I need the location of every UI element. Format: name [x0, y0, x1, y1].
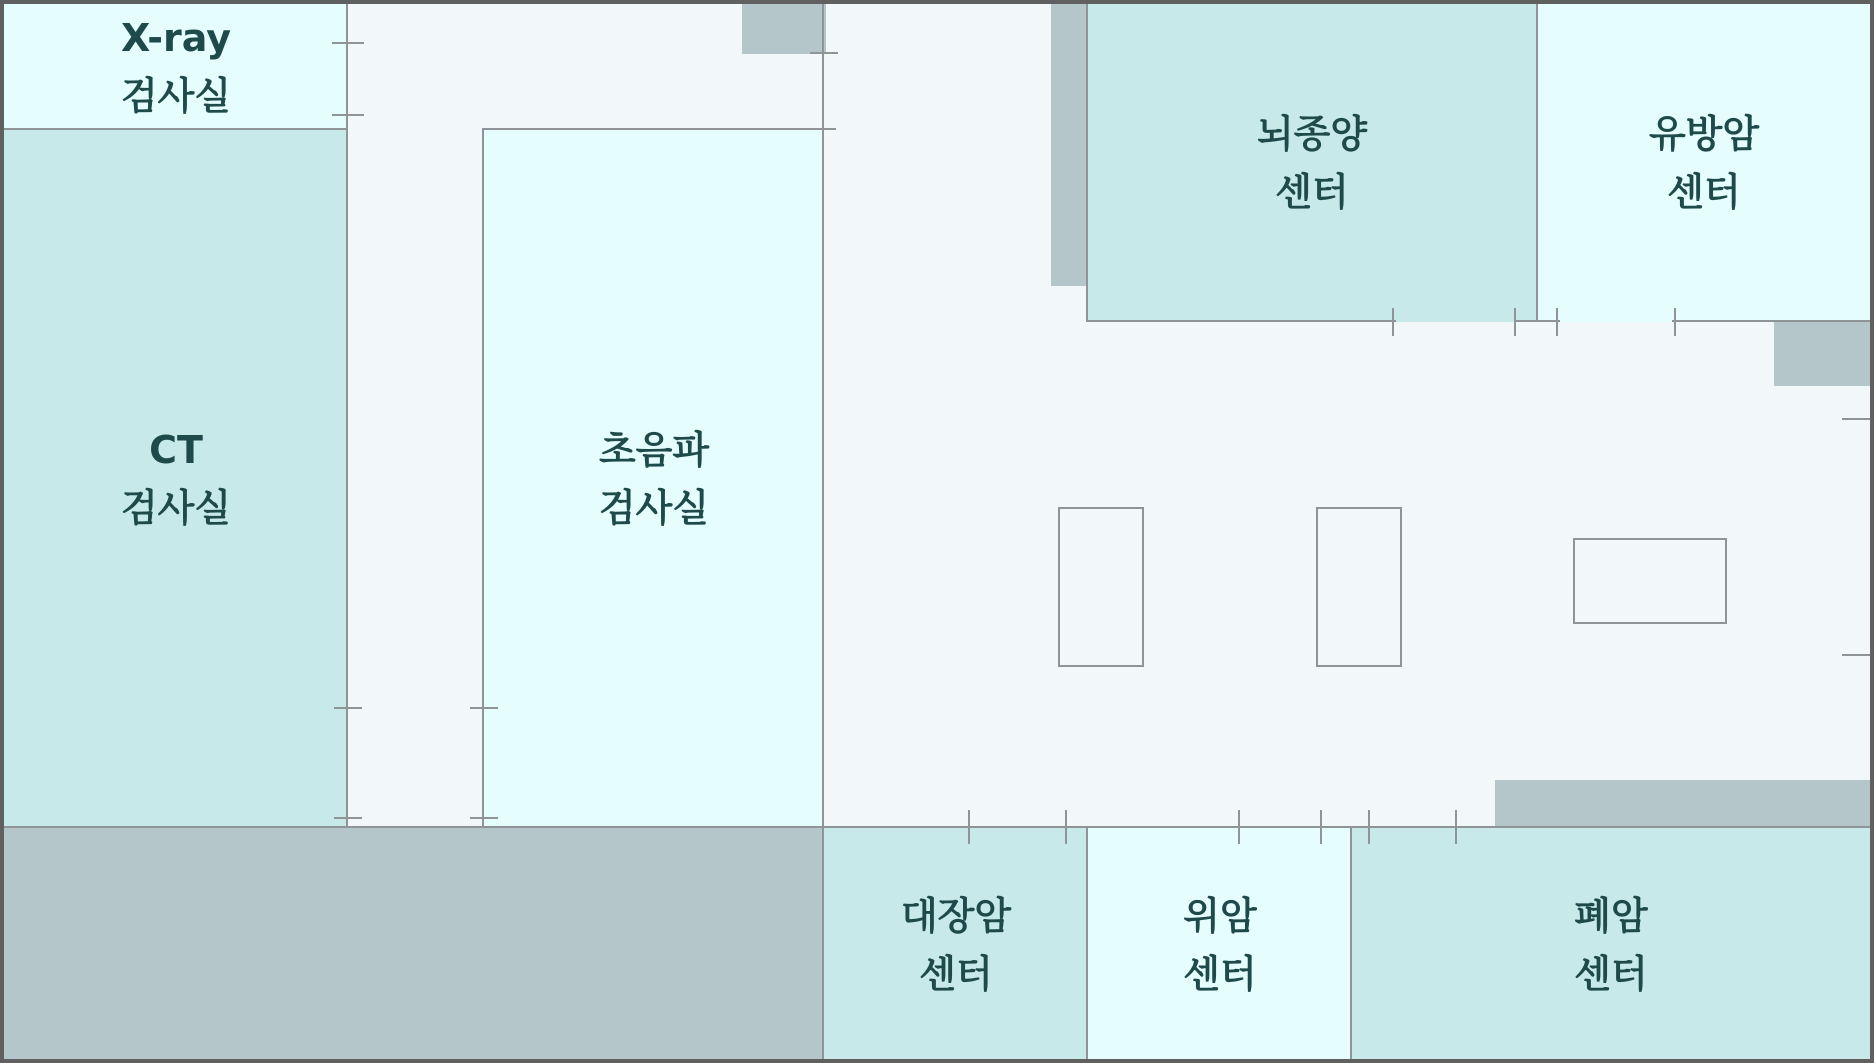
- restricted-area-bottom-right-strip: [1495, 780, 1870, 828]
- wall: [1536, 4, 1538, 322]
- door-tick: [1320, 810, 1322, 844]
- room-label: 초음파 검사실: [598, 427, 710, 530]
- restricted-area-bottom-left: [4, 827, 824, 1063]
- room-label: 유방암 센터: [1648, 112, 1760, 214]
- wall: [1350, 827, 1352, 1063]
- room-breast-cancer-center[interactable]: [1538, 4, 1870, 322]
- door-tick: [470, 707, 498, 709]
- room-colorectal-cancer-center[interactable]: [824, 827, 1088, 1063]
- door-tick: [1556, 308, 1558, 336]
- hall-fixture: [1316, 507, 1402, 667]
- hall-fixture: [1058, 507, 1144, 667]
- wall: [822, 4, 824, 1063]
- restricted-area-right-small: [1774, 322, 1870, 386]
- room-label: 폐암 센터: [1574, 894, 1648, 996]
- wall: [4, 826, 1870, 828]
- room-label: 뇌종양 센터: [1256, 112, 1368, 214]
- wall: [1086, 827, 1088, 1063]
- door-tick: [1842, 418, 1870, 420]
- room-stomach-cancer-center[interactable]: [1088, 827, 1352, 1063]
- room-label: X-ray 검사실: [120, 16, 232, 118]
- room-brain-tumor-center[interactable]: [1086, 4, 1538, 322]
- door-tick: [332, 42, 364, 44]
- room-label: CT 검사실: [120, 427, 232, 530]
- door-tick: [1674, 308, 1676, 336]
- wall: [4, 128, 348, 130]
- wall: [1672, 320, 1870, 322]
- door-tick: [1238, 810, 1240, 844]
- wall: [1086, 4, 1088, 322]
- wall: [482, 128, 484, 827]
- wall: [482, 128, 836, 130]
- door-tick: [1065, 810, 1067, 844]
- wall: [1514, 320, 1560, 322]
- door-tick: [1514, 308, 1516, 336]
- door-tick: [1392, 308, 1394, 336]
- hall-fixture: [1573, 538, 1727, 624]
- restricted-area-top-strip: [1051, 4, 1091, 286]
- door-tick: [1368, 810, 1370, 844]
- wall: [1086, 320, 1396, 322]
- room-xray[interactable]: [4, 4, 348, 130]
- door-tick: [334, 707, 362, 709]
- door-tick: [968, 810, 970, 844]
- room-label: 대장암 센터: [900, 894, 1012, 996]
- room-label: 위암 센터: [1183, 894, 1257, 996]
- door-tick: [334, 817, 362, 819]
- room-ct[interactable]: [4, 130, 348, 827]
- door-tick: [332, 114, 364, 116]
- wall: [346, 4, 348, 827]
- room-lung-cancer-center[interactable]: [1352, 827, 1870, 1063]
- door-tick: [1455, 810, 1457, 844]
- restricted-area-top-small: [742, 4, 826, 54]
- door-tick: [810, 52, 838, 54]
- door-tick: [1842, 654, 1870, 656]
- room-ultrasound[interactable]: [484, 130, 824, 827]
- door-tick: [470, 817, 498, 819]
